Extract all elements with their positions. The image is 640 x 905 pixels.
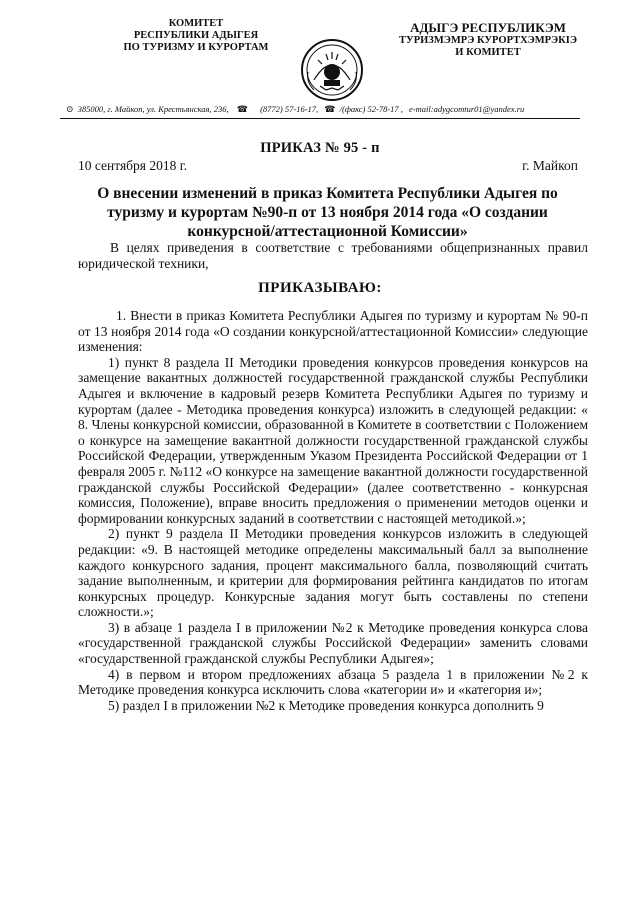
coat-of-arms-adygea-icon: [300, 38, 364, 102]
paragraph-item-5: 5) раздел I в приложении №2 к Методике проведения конкурса дополнить 9: [108, 697, 544, 713]
order-city: г. Майкоп: [522, 158, 578, 173]
order-word: ПРИКАЗЫВАЮ:: [258, 280, 382, 296]
order-date: 10 сентября 2018 г.: [78, 158, 188, 173]
header-left-block: [96, 18, 296, 54]
header-divider: [60, 118, 580, 119]
header-right-line3: И КОМИТЕТ: [455, 47, 521, 58]
contact-row: [64, 104, 580, 115]
phone: (8772) 57-16-17,: [260, 104, 319, 114]
paragraph-item-2: 2) пункт 9 раздела II Методики проведения конкурсов изложить в следующей редакции: «9. В настоящей методике определены максимальный балл за выполнение каждого конкурсного задания, процент максимального балла, позволяющий считать задание выполненным, и критерии для формирования рейтинга кандидатов по итогам конкурсных процедур. Конкурсные задания могут быть составлены по степени сложности.»;: [78, 526, 588, 620]
header-left-line2: РЕСПУБЛИКИ АДЫГЕЯ: [133, 30, 259, 41]
email: e-mail:adygcomtur01@yandex.ru: [409, 104, 525, 114]
phone-icon: ☎: [236, 104, 248, 114]
header-right-block: [388, 20, 588, 59]
paragraph-item-1: 1) пункт 8 раздела II Методики проведения конкурсов проведения конкурсов на замещение вакантных должностей государственной гражданской службы Республики Адыгея и включение в кадровый резерв Комитета Республики Адыгея по туризму и курортам (далее - Методика проведения конкурса) изложить в следующей редакции: « 8. Члены конкурсной комиссии, образованной в Комитете в соответствии с Положением о конкурсе на замещение вакантной должности государственной гражданской службы Российской Федерации, утвержденным Указом Президента Российской Федерации от 1 февраля 2005 г. №112 «О конкурсе на замещение вакантной должности государственной гражданской службы Российской Федерации» (далее соответственно - конкурсная комиссия, Положение), вправе вносить предложения о применении методов оценки и формировании конкурсных заданий в соответствии с настоящей методикой.»;: [78, 354, 588, 526]
intro-text: В целях приведения в соответствие с требованиями общепризнанных правил юридической техники,: [78, 240, 588, 271]
address: 385000, г. Майкоп, ул. Крестьянская, 236,: [77, 104, 229, 114]
header-left-line1: КОМИТЕТ: [168, 18, 224, 29]
fax: /(факс) 52-78-17 ,: [339, 104, 403, 114]
location-icon: ⊙: [66, 104, 74, 114]
paragraph-item-3: 3) в абзаце 1 раздела I в приложении №2 к Методике проведения конкурса слова «государственной гражданской службы Российской Федерации» заменить словами «государственной гражданской службы Республики Адыгея»;: [78, 619, 588, 667]
header-left-line3: ПО ТУРИЗМУ И КУРОРТАМ: [123, 42, 269, 53]
fax-icon: ☎: [324, 104, 336, 114]
document-title: О внесении изменений в приказ Комитета Республики Адыгея по туризму и курортам №90-п от 13 ноября 2014 года «О создании конкурсной/аттестационной Комиссии»: [97, 185, 558, 240]
intro-paragraph: [78, 240, 588, 272]
document-body: [78, 308, 588, 713]
order-title: ПРИКАЗ № 95 - п: [260, 140, 380, 156]
header-right-line1: АДЫГЭ РЕСПУБЛИКЭМ: [410, 20, 566, 35]
paragraph-item-4: 4) в первом и втором предложениях абзаца 5 раздела 1 в приложении №2 к Методике проведения конкурса исключить слова «категории и» и «категория и»;: [78, 666, 588, 698]
paragraph-1: 1. Внести в приказ Комитета Республики Адыгея по туризму и курортам № 90-п от 13 ноября 2014 года «О создании конкурсной/аттестационной Комиссии» следующие изменения:: [78, 308, 588, 355]
header-right-line2: ТУРИЗМЭМРЭ КУРОРТХЭМРЭКIЭ: [399, 35, 577, 46]
